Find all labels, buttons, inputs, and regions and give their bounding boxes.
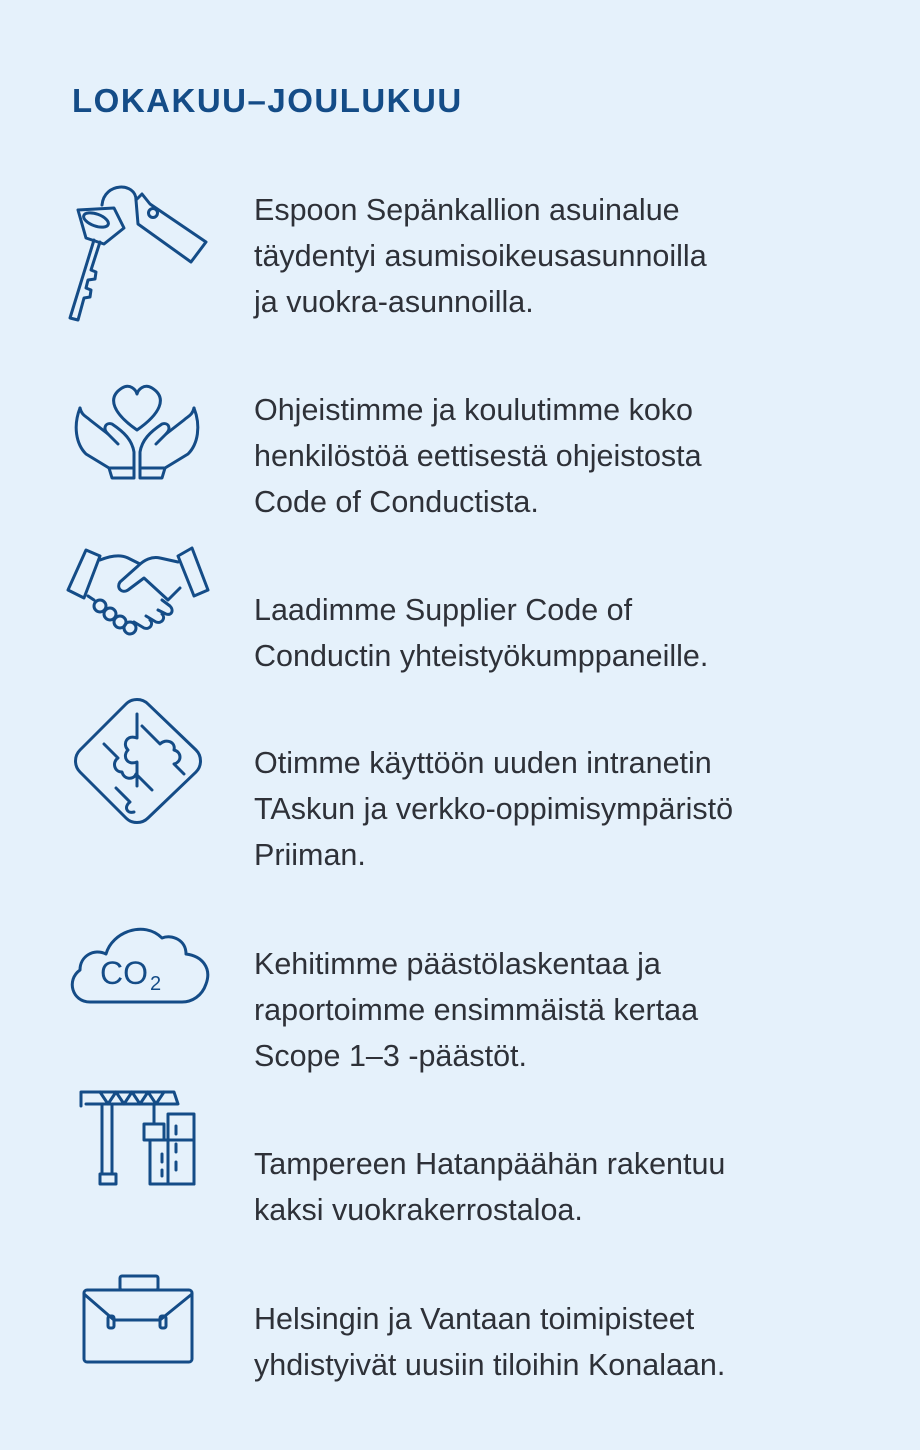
item-text: Otimme käyttöön uuden intranetin TAskun ja verkko-oppimisympäristö Priiman. [254, 746, 734, 872]
co2-label: CO [100, 955, 148, 991]
puzzle-icon [64, 688, 214, 838]
page-title: LOKAKUU–JOULUKUU [72, 82, 463, 119]
key-tag-icon [64, 180, 214, 330]
item-text: Laadimme Supplier Code of Conductin yhteistyökumppaneille. [254, 593, 709, 673]
item-text: Kehitimme päästölaskentaa ja raportoimme ensimmäistä kertaa Scope 1–3 -päästöt. [254, 947, 699, 1073]
co2-subscript: 2 [150, 973, 162, 995]
hands-heart-icon [64, 372, 214, 522]
item-text: Tampereen Hatanpäähän rakentuu kaksi vuokrakerrostaloa. [254, 1147, 726, 1227]
item-text: Espoon Sepänkallion asuinalue täydentyi asumisoikeusasunnoilla ja vuokra-asunnoilla. [254, 193, 707, 319]
crane-building-icon [64, 1080, 214, 1230]
briefcase-icon [64, 1264, 214, 1414]
item-text: Ohjeistimme ja koulutimme koko henkilöstöä eettisestä ohjeistosta Code of Conductista. [254, 393, 702, 519]
item-text: Helsingin ja Vantaan toimipisteet yhdistyivät uusiin tiloihin Konalaan. [254, 1302, 726, 1382]
co2-cloud-icon [64, 906, 214, 1056]
handshake-icon [64, 538, 214, 688]
